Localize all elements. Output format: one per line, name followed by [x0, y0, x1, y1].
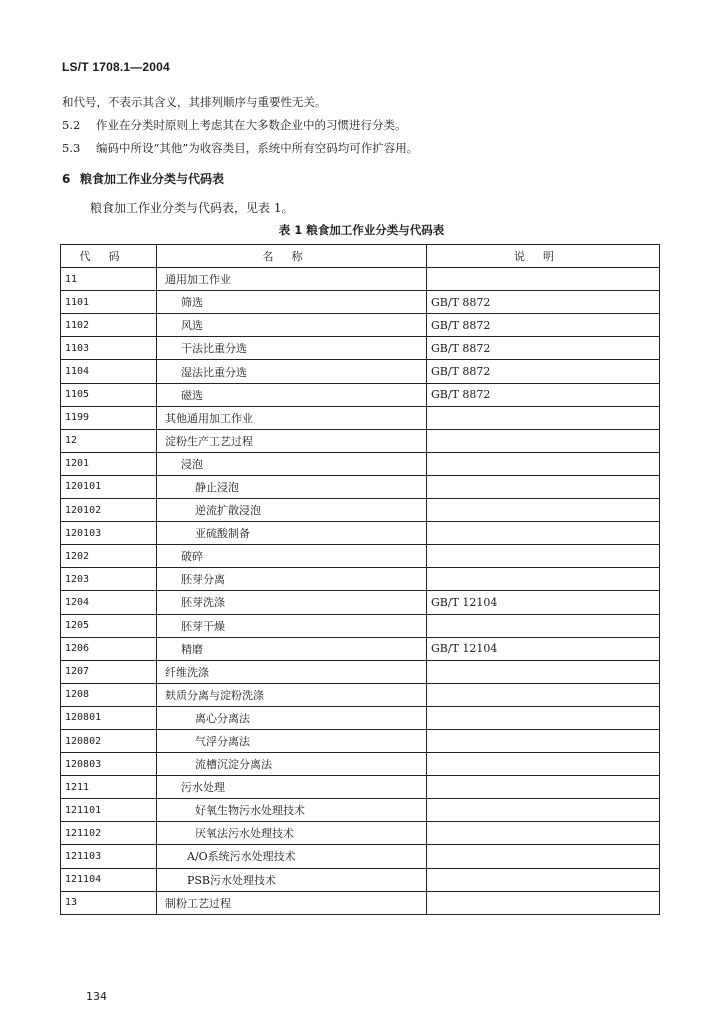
table-row: [61, 568, 660, 591]
cell-note: GB/T 12104: [427, 591, 660, 614]
header-code: 代码: [61, 245, 157, 268]
cell-name: 逆流扩散浸泡: [157, 499, 427, 522]
cell-code: 1199: [61, 406, 157, 429]
cell-code: 1201: [61, 452, 157, 475]
intro-text: 粮食加工作业分类与代码表，见表 1。: [90, 201, 294, 215]
cell-name: 磁选: [157, 383, 427, 406]
cell-note: [427, 545, 660, 568]
clause-text: 编码中所设“其他”为收容类目，系统中所有空码均可作扩容用。: [96, 141, 419, 155]
header-name: 名称: [157, 245, 427, 268]
classification-table: [60, 244, 660, 915]
cell-code: 1105: [61, 383, 157, 406]
table-row: [61, 314, 660, 337]
cell-name: 纤维洗涤: [157, 660, 427, 683]
table-row: [61, 845, 660, 868]
cell-name: PSB污水处理技术: [157, 868, 427, 891]
table-row: [61, 545, 660, 568]
cell-note: [427, 799, 660, 822]
section-number: 6: [62, 172, 71, 186]
table-body: [61, 268, 660, 915]
cell-note: [427, 706, 660, 729]
cell-note: GB/T 8872: [427, 291, 660, 314]
table-header-row: [61, 245, 660, 268]
table-row: [61, 337, 660, 360]
cell-name: 胚芽洗涤: [157, 591, 427, 614]
cell-name: 气浮分离法: [157, 729, 427, 752]
table-row: [61, 406, 660, 429]
cell-note: [427, 452, 660, 475]
cell-name: 好氧生物污水处理技术: [157, 799, 427, 822]
cell-code: 120101: [61, 475, 157, 498]
page-number: 134: [86, 990, 107, 1003]
document-id-header: LS/T 1708.1—2004: [62, 60, 170, 74]
table-caption: 表 1 粮食加工作业分类与代码表: [278, 223, 445, 237]
cell-note: [427, 753, 660, 776]
cell-code: 1207: [61, 660, 157, 683]
cell-name: 麸质分离与淀粉洗涤: [157, 683, 427, 706]
table-row: [61, 660, 660, 683]
cell-name: 亚硫酸制备: [157, 522, 427, 545]
table-row: [61, 868, 660, 891]
cell-note: [427, 429, 660, 452]
cell-code: 1206: [61, 637, 157, 660]
table-row: [61, 452, 660, 475]
table-row: [61, 822, 660, 845]
cell-name: 静止浸泡: [157, 475, 427, 498]
cell-code: 120802: [61, 729, 157, 752]
cell-name: 风选: [157, 314, 427, 337]
cell-code: 1204: [61, 591, 157, 614]
cell-note: [427, 776, 660, 799]
table-row: [61, 268, 660, 291]
cell-name: 精磨: [157, 637, 427, 660]
cell-note: [427, 660, 660, 683]
cell-code: 120103: [61, 522, 157, 545]
table-row: [61, 683, 660, 706]
table-row: [61, 499, 660, 522]
cell-note: [427, 568, 660, 591]
paragraph-continuation: 和代号，不表示其含义，其排列顺序与重要性无关。: [62, 95, 327, 109]
cell-note: [427, 522, 660, 545]
table-row: [61, 591, 660, 614]
table-row: [61, 729, 660, 752]
cell-note: [427, 499, 660, 522]
cell-note: [427, 729, 660, 752]
table-row: [61, 776, 660, 799]
cell-code: 1202: [61, 545, 157, 568]
cell-note: [427, 845, 660, 868]
section-title: 粮食加工作业分类与代码表: [80, 172, 225, 186]
cell-note: [427, 822, 660, 845]
cell-code: 1208: [61, 683, 157, 706]
cell-name: 厌氧法污水处理技术: [157, 822, 427, 845]
cell-code: 1103: [61, 337, 157, 360]
cell-name: 胚芽分离: [157, 568, 427, 591]
cell-note: GB/T 8872: [427, 383, 660, 406]
cell-code: 121103: [61, 845, 157, 868]
table-row: [61, 360, 660, 383]
cell-note: [427, 683, 660, 706]
clause-number: 5.2: [62, 118, 81, 132]
cell-note: GB/T 8872: [427, 314, 660, 337]
cell-code: 11: [61, 268, 157, 291]
cell-name: 淀粉生产工艺过程: [157, 429, 427, 452]
header-note: 说明: [427, 245, 660, 268]
clause-5-2: [62, 117, 407, 133]
cell-note: GB/T 12104: [427, 637, 660, 660]
cell-code: 120803: [61, 753, 157, 776]
table-row: [61, 522, 660, 545]
cell-name: 通用加工作业: [157, 268, 427, 291]
cell-name: 离心分离法: [157, 706, 427, 729]
table-row: [61, 291, 660, 314]
cell-note: [427, 475, 660, 498]
clause-text: 作业在分类时原则上考虑其在大多数企业中的习惯进行分类。: [96, 118, 407, 132]
table-row: [61, 383, 660, 406]
cell-code: 1211: [61, 776, 157, 799]
clause-number: 5.3: [62, 141, 81, 155]
cell-code: 1104: [61, 360, 157, 383]
cell-name: 其他通用加工作业: [157, 406, 427, 429]
cell-name: 胚芽干燥: [157, 614, 427, 637]
cell-name: 干法比重分选: [157, 337, 427, 360]
cell-name: 浸泡: [157, 452, 427, 475]
cell-code: 12: [61, 429, 157, 452]
table-row: [61, 475, 660, 498]
cell-name: 筛选: [157, 291, 427, 314]
table-row: [61, 891, 660, 914]
cell-code: 1205: [61, 614, 157, 637]
cell-note: [427, 868, 660, 891]
table-row: [61, 637, 660, 660]
table-row: [61, 753, 660, 776]
table-row: [61, 706, 660, 729]
cell-code: 121104: [61, 868, 157, 891]
cell-note: [427, 406, 660, 429]
cell-code: 120801: [61, 706, 157, 729]
cell-note: [427, 268, 660, 291]
cell-name: 污水处理: [157, 776, 427, 799]
table-row: [61, 429, 660, 452]
cell-code: 121102: [61, 822, 157, 845]
cell-code: 121101: [61, 799, 157, 822]
cell-name: A/O系统污水处理技术: [157, 845, 427, 868]
cell-code: 120102: [61, 499, 157, 522]
cell-code: 1203: [61, 568, 157, 591]
cell-name: 破碎: [157, 545, 427, 568]
cell-code: 1102: [61, 314, 157, 337]
cell-note: [427, 614, 660, 637]
clause-5-3: [62, 140, 418, 156]
cell-code: 13: [61, 891, 157, 914]
cell-name: 制粉工艺过程: [157, 891, 427, 914]
cell-code: 1101: [61, 291, 157, 314]
table-row: [61, 614, 660, 637]
cell-name: 流槽沉淀分离法: [157, 753, 427, 776]
table-row: [61, 799, 660, 822]
cell-note: [427, 891, 660, 914]
section-heading: [62, 170, 224, 187]
cell-name: 湿法比重分选: [157, 360, 427, 383]
cell-note: GB/T 8872: [427, 360, 660, 383]
cell-note: GB/T 8872: [427, 337, 660, 360]
